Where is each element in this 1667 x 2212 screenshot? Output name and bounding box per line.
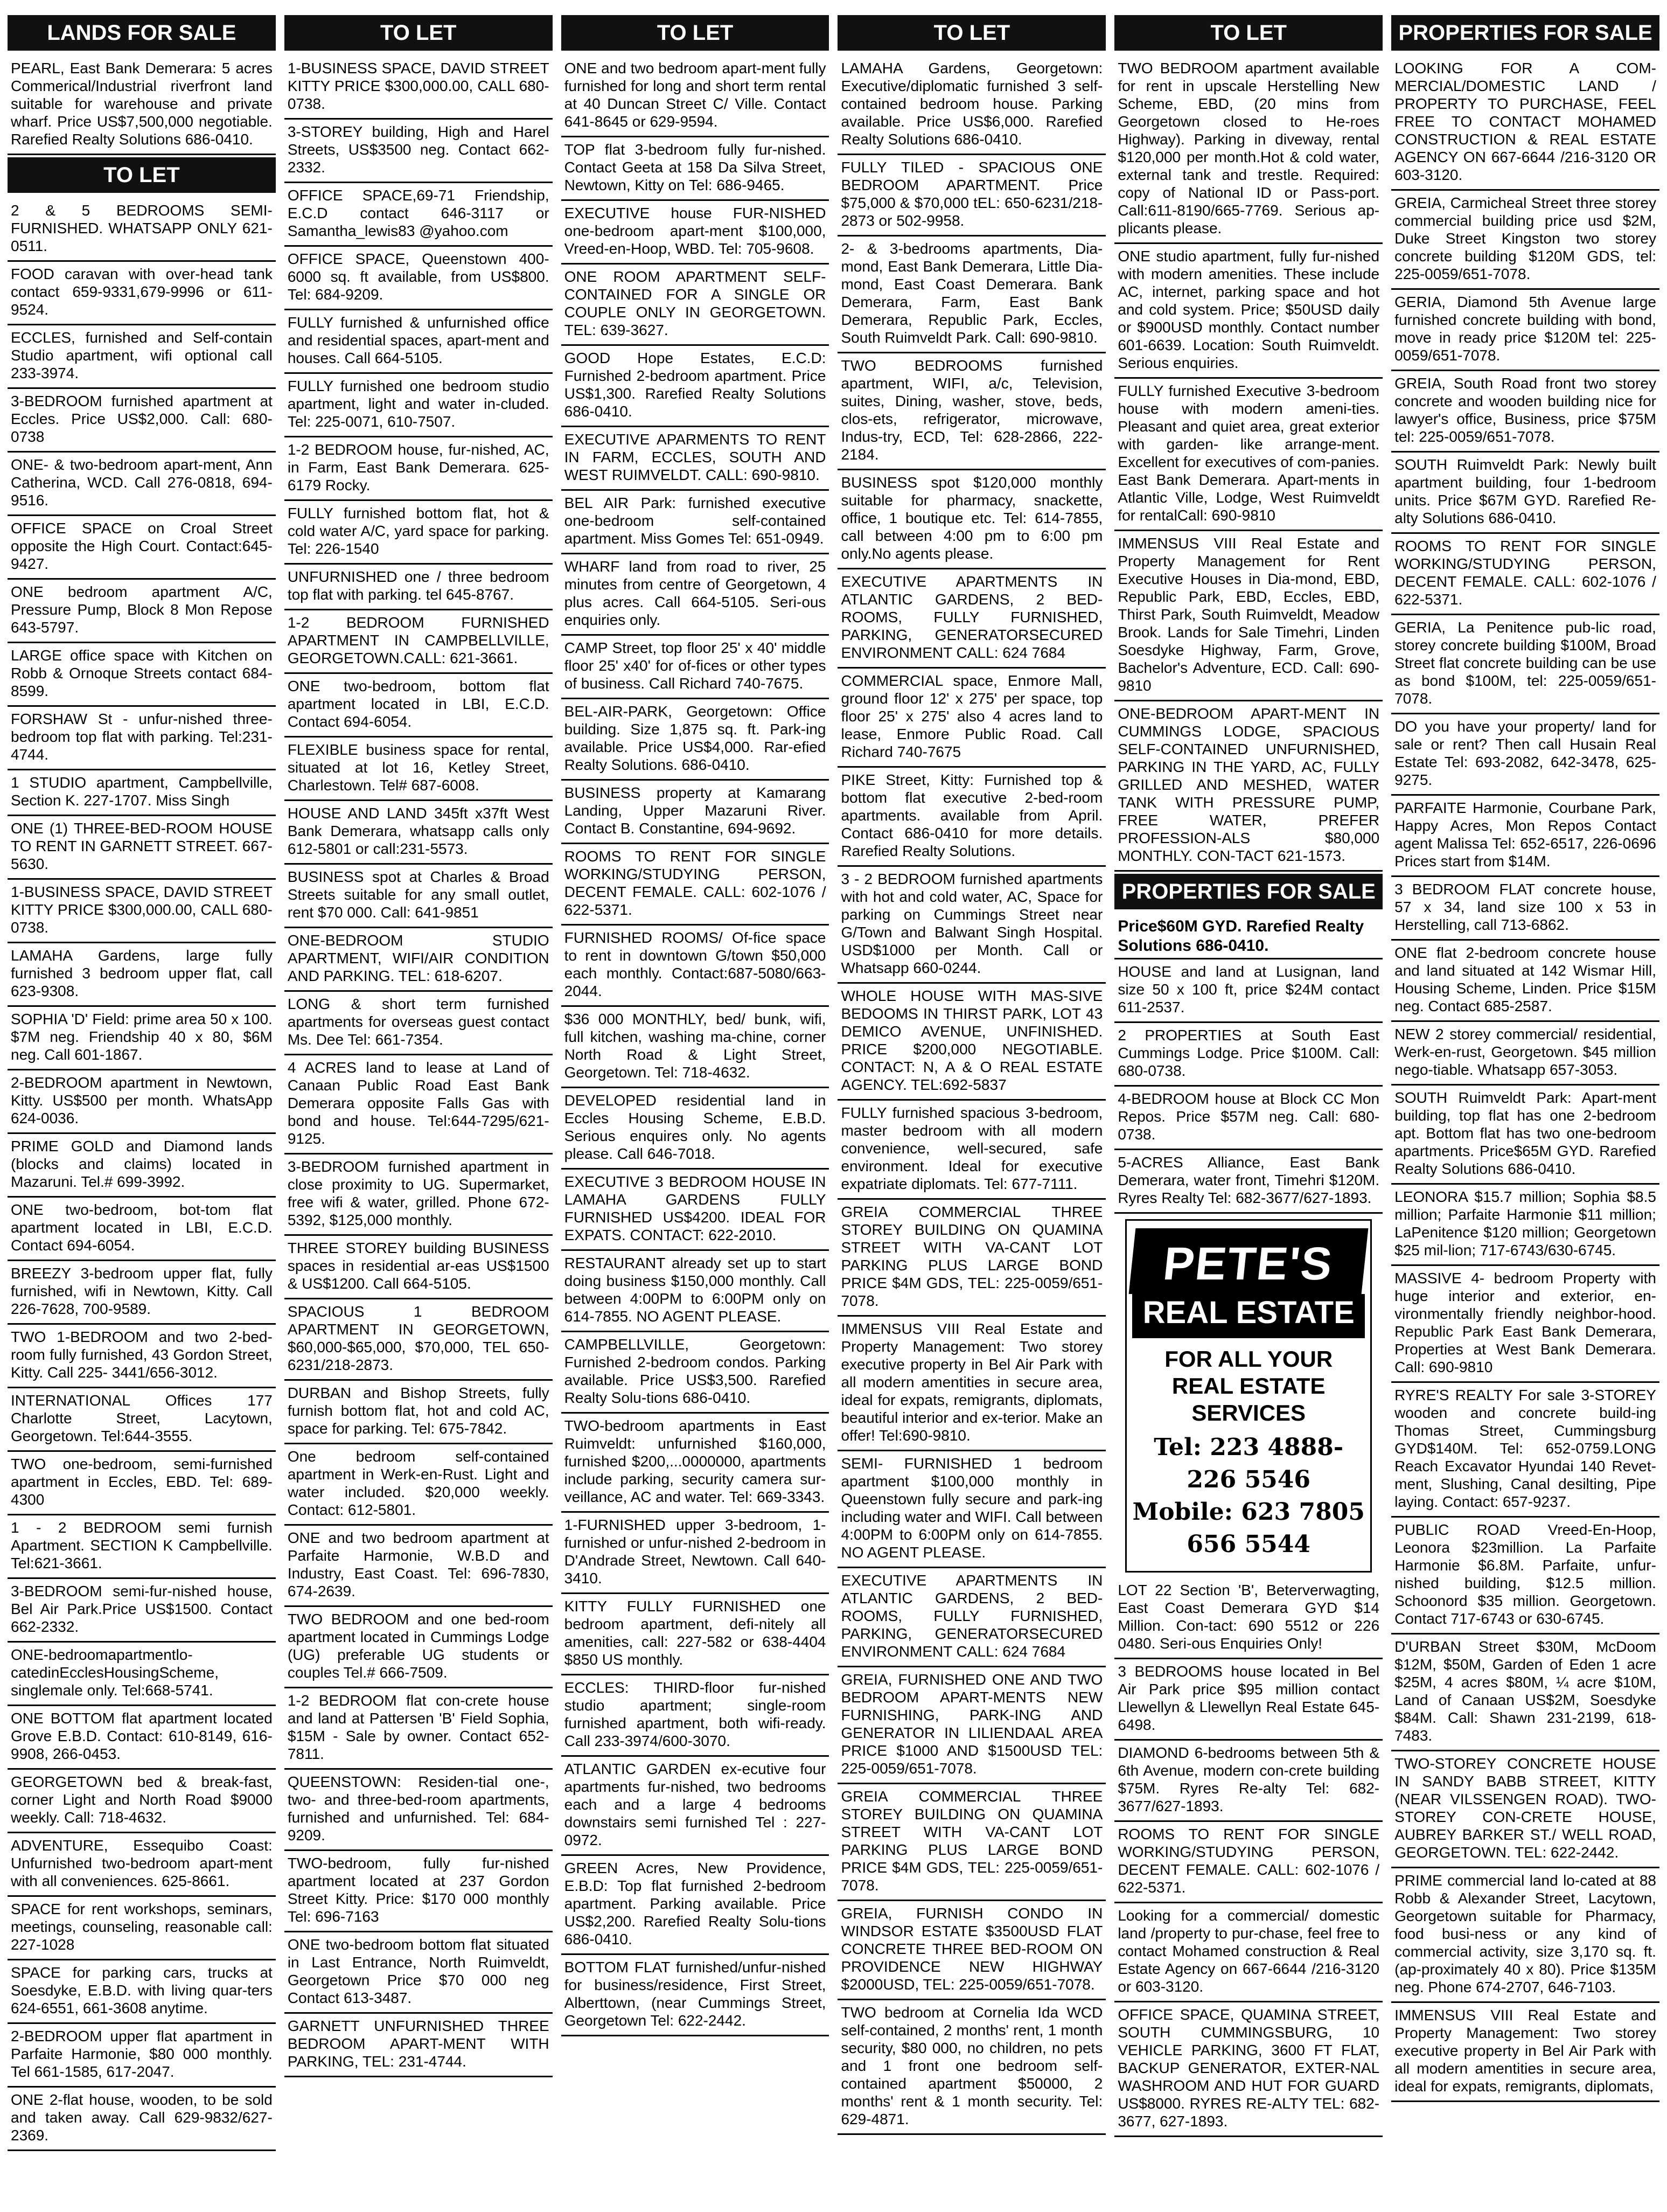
classified-ad: ONE and two bedroom apartment at Parfaite Harmonie, W.B.D and Industry, East Coast. Tel: 696-7830, 674-2639. [284,1526,553,1607]
classified-ad: BUSINESS property at Kamarang Landing, Upper Mazaruni River. Contact B. Constantine, 694-9692. [561,781,829,844]
classified-ad: 3-BEDROOM furnished apartment in close proximity to UG. Supermarket, free wifi & water, grilled. Phone 672-5392, $125,000 monthly. [284,1154,553,1236]
classified-ad: ONE two-bedroom, bot-tom flat apartment located in LBI, E.C.D. Contact 694-6054. [8,1198,276,1261]
section-intro: Price$60M GYD. Rarefied Realty Solutions 686-0410. [1114,915,1383,959]
classified-ad: SOUTH Ruimveldt Park: Apart-ment building, top flat has one 2-bedroom apt. Bottom flat has two one-bedroom apartments. Price$65M GYD. Rarefied Realty Solutions 686-0410. [1391,1086,1659,1185]
classified-ad: SOPHIA 'D' Field: prime area 50 x 100. $7M neg. Friendship 40 x 80, $6M neg. Call 601-1867. [8,1007,276,1070]
classified-ad: 1 - 2 BEDROOM semi furnish Apartment. SECTION K Campbellville. Tel:621-3661. [8,1515,276,1579]
classified-ad: FOOD caravan with over-head tank contact 659-9331,679-9996 or 611-9524. [8,262,276,325]
classified-ad: ONE bedroom apartment A/C, Pressure Pump, Block 8 Mon Repose 643-5797. [8,580,276,643]
classified-ad: EXECUTIVE 3 BEDROOM HOUSE IN LAMAHA GARDENS FULLY FURNISHED US$4200. IDEAL FOR EXPATS. CONTACT: 622-2010. [561,1170,829,1251]
classified-ad: PUBLIC ROAD Vreed-En-Hoop, Leonora $23million. La Parfaite Harmonie $6.8M. Parfaite, unfur-nished building, $12.5 million. Schoonord $35 million. Georgetown. Contact 717-6743 or 630-6745. [1391,1518,1659,1634]
classified-ad: ONE BOTTOM flat apartment located Grove E.B.D. Contact: 610-8149, 616-9908, 266-0453. [8,1706,276,1770]
classified-ad: 1-BUSINESS SPACE, DAVID STREET KITTY PRICE $300,000.00, CALL 680-0738. [8,880,276,943]
petes-real-estate-ad [1125,1219,1372,1573]
column-5 [1114,13,1383,2212]
classified-ad: TWO bedroom at Cornelia Ida WCD self-contained, 2 months' rent, 1 month security, $80 000, no children, no pets and 1 front one bedroom self-contained apartment $50000, 2 months' rent & 1 month security. Tel: 629-4871. [838,2000,1106,2135]
classified-ad: GEORGETOWN bed & break-fast, corner Light and North Road $9000 weekly. Call: 718-4632. [8,1770,276,1833]
classified-ad: 1-FURNISHED upper 3-bedroom, 1-furnished or unfur-nished 2-bedroom in D'Andrade Street, Newtown. Call 640-3410. [561,1513,829,1594]
column-1 [8,13,276,2212]
classified-ad: 2 & 5 BEDROOMS SEMI-FURNISHED. WHATSAPP ONLY 621-0511. [8,198,276,262]
classified-ad: GREEN Acres, New Providence, E.B.D: Top flat furnished 2-bedroom apartment. Parking available. Price US$2,200. Rarefied Realty Solu-tions 686-0410. [561,1856,829,1955]
classified-ad: LOOKING FOR A COM-MERCIAL/DOMESTIC LAND / PROPERTY TO PURCHASE, FEEL FREE TO CONTACT MOHAMED CONSTRUCTION & REAL ESTATE AGENCY ON 667-6644 /216-3120 OR 603-3120. [1391,56,1659,191]
classified-ad: IMMENSUS VIII Real Estate and Property Management for Rent Executive Houses in Dia-mond, EBD, Republic Park, EBD, Eccles, EBD, Thirst Park, South Ruimveldt, Meadow Brook. Lands for Sale Timehri, Linden Soesdyke Highway, Farm, Grove, Bachelor's Adventure, ECD. Call: 690-9810 [1114,531,1383,701]
classified-ad: ONE two-bedroom, bottom flat apartment located in LBI, E.C.D. Contact 694-6054. [284,674,553,738]
classified-ad: 3 BEDROOMS house located in Bel Air Park price $95 million contact Llewellyn & Llewellyn Real Estate 645-6498. [1114,1659,1383,1741]
classified-ad: SPACE for rent workshops, seminars, meetings, counseling, reasonable call: 227-1028 [8,1897,276,1960]
classified-ad: IMMENSUS VIII Real Estate and Property Management: Two storey executive property in Bel Air Park with all modern amentities in secure area, ideal for expats, remigrants, diplomats, beautiful interior and ex-terior. Make an offer! Tel:690-9810. [838,1317,1106,1451]
classified-ad: 1-2 BEDROOM house, fur-nished, AC, in Farm, East Bank Demerara. 625-6179 Rocky. [284,437,553,501]
ad-list [1114,959,1383,1214]
classified-ad: ROOMS TO RENT FOR SINGLE WORKING/STUDYING PERSON, DECENT FEMALE. CALL: 602-1076 / 622-5371. [561,844,829,926]
classified-ad: IMMENSUS VIII Real Estate and Property Management: Two storey executive property in Bel Air Park with all modern amentities in secure area, ideal for expats, remigrants, diplomats, [1391,2003,1659,2102]
classified-ad: 2- & 3-bedrooms apartments, Dia-mond, East Bank Demerara, Little Dia-mond, East Coast Demerara. Bank Demerara, Farm, East Bank Demerara, Republic Park, Eccles, South Ruimveldt Park. Call: 690-9810. [838,236,1106,353]
classified-ad: OFFICE SPACE,69-71 Friendship, E.C.D contact 646-3117 or Samantha_lewis83 @yahoo.com [284,183,553,247]
petes-logo-subtitle: REAL ESTATE [1132,1294,1365,1338]
classified-ad: 2 PROPERTIES at South East Cummings Lodge. Price $100M. Call: 680-0738. [1114,1023,1383,1087]
classified-ad: ONE studio apartment, fully fur-nished with modern amenities. These include AC, internet, parking space and hot and cold system. Price; $50USD daily or $900USD monthly. Contact number 601-6639. Location: South Ruimveldt. Serious enquiries. [1114,244,1383,379]
classified-ad: ONE-bedroomapartmentlo-catedinEcclesHousingScheme, singlemale only. Tel:668-5741. [8,1643,276,1706]
classified-ad: GREIA, FURNISH CONDO IN WINDSOR ESTATE $3500USD FLAT CONCRETE THREE BED-ROOM ON PROVIDENCE NEW HIGHWAY $2000USD, TEL: 225-0059/651-7078. [838,1901,1106,2000]
classified-ad: 3 - 2 BEDROOM furnished apartments with hot and cold water, AC, Space for parking on Cummings Street near G/Town and Balwant Singh Hospital. USD$1000 per Month. Call or Whatsapp 660-0244. [838,867,1106,984]
classified-ad: DURBAN and Bishop Streets, fully furnish bottom flat, hot and cold AC, space for parking. Tel: 675-7842. [284,1381,553,1444]
classified-ad: GREIA, FURNISHED ONE AND TWO BEDROOM APART-MENTS NEW FURNISHING, PARK-ING AND GENERATOR IN LILIENDAAL AREA PRICE $1000 AND $1500USD TEL: 225-0059/651-7078. [838,1667,1106,1784]
ad-list [8,198,276,2151]
classified-ad: OFFICE SPACE, Queenstown 400-6000 sq. ft available, from US$800. Tel: 684-9209. [284,247,553,310]
classified-ad: 2-BEDROOM upper flat apartment in Parfaite Harmonie, $80 000 monthly. Tel 661-1585, 617-2047. [8,2024,276,2088]
classified-ad: TWO-bedroom, fully fur-nished apartment located at 237 Gordon Street Kitty. Price: $170 000 monthly Tel: 696-7163 [284,1851,553,1932]
classified-ad: OFFICE SPACE, QUAMINA STREET, SOUTH CUMMINGSBURG, 10 VEHICLE PARKING, 3600 FT FLAT, BACKUP GENERATOR, EXTER-NAL WASHROOM AND HUT FOR GUARD US$8000. RYRES RE-ALTY TEL: 682-3677, 627-1893. [1114,2002,1383,2137]
classified-ad: ROOMS TO RENT FOR SINGLE WORKING/STUDYING PERSON, DECENT FEMALE. CALL: 602-1076 / 622-5371. [1114,1822,1383,1903]
classified-ad: ONE and two bedroom apart-ment fully furnished for long and short term rental at 40 Duncan Street C/ Ville. Contact 641-8645 or 629-9594. [561,56,829,137]
classified-ad: EXECUTIVE APARTMENTS IN ATLANTIC GARDENS, 2 BED-ROOMS, FULLY FURNISHED, PARKING, GENERATORSECURED ENVIRONMENT CALL: 624 7684 [838,569,1106,669]
classified-ad: FULLY furnished bottom flat, hot & cold water A/C, yard space for parking. Tel: 226-1540 [284,501,553,565]
classified-ad: PEARL, East Bank Demerara: 5 acres Commerical/Industrial riverfront land suitable for warehouse and private wharf. Price US$7,500,000 negotiable. Rarefied Realty Solutions 686-0410. [8,56,276,155]
classified-ad: DEVELOPED residential land in Eccles Housing Scheme, E.B.D. Serious enquires only. No agents please. Call 646-7018. [561,1088,829,1170]
classified-ad: UNFURNISHED one / three bedroom top flat with parking. tel 645-8767. [284,565,553,610]
classified-ad: FLEXIBLE business space for rental, situated at lot 16, Ketley Street, Charlestown. Tel# 687-6008. [284,738,553,801]
classified-ad: MASSIVE 4- bedroom Property with huge interior and exterior, en-vironmentally friendly neighbor-hood. Republic Park East Bank Demerara, Properties at West Bank Demerara. Call: 690-9810 [1391,1266,1659,1383]
classified-ad: INTERNATIONAL Offices 177 Charlotte Street, Lacytown, Georgetown. Tel:644-3555. [8,1388,276,1452]
classified-ad: HOUSE AND LAND 345ft x37ft West Bank Demerara, whatsapp calls only 612-5801 or call:231-5573. [284,801,553,865]
classified-ad: ONE two-bedroom bottom flat situated in Last Entrance, North Ruimveldt, Georgetown Price $70 000 neg Contact 613-3487. [284,1932,553,2014]
classified-ad: D'URBAN Street $30M, McDoom $12M, $50M, Garden of Eden 1 acre $25M, 4 acres $80M, ¼ acre $10M, Land of Canaan US$2M, Soesdyke $84M. Call: Shawn 231-2199, 618-7483. [1391,1634,1659,1751]
petes-mobile-2: 656 5544 [1187,1531,1311,1558]
classified-ad: TWO BEDROOMS furnished apartment, WIFI, a/c, Television, suites, Dining, washer, stove, beds, clos-ets, refrigerator, microwave, Indus-try, ECD, Tel: 628-2866, 222-2184. [838,353,1106,470]
classified-ad: DO you have your property/ land for sale or rent? Then call Husain Real Estate Tel: 693-2082, 642-3478, 625-9275. [1391,714,1659,796]
classified-ad: 4 ACRES land to lease at Land of Canaan Public Road East Bank Demerara opposite Falls Gas with bond and house. Tel:644-7295/621-9125. [284,1055,553,1154]
classified-ad: TOP flat 3-bedroom fully fur-nished. Contact Geeta at 158 Da Silva Street, Newtown, Kitty on Tel: 686-9465. [561,137,829,201]
classified-ad: ONE-BEDROOM APART-MENT IN CUMMINGS LODGE, SPACIOUS SELF-CONTAINED UNFURNISHED, PARKING IN THE YARD, AC, FULLY GRILLED AND MESHED, WATER TANK WITH PRESSURE PUMP, FREE WATER, PREFER PROFESSION-ALS $80,000 MONTHLY. CON-TACT 621-1573. [1114,701,1383,872]
classified-ad: FULLY TILED - SPACIOUS ONE BEDROOM APARTMENT. Price $75,000 & $70,000 tEL: 650-6231/218-2873 or 502-9958. [838,155,1106,236]
classified-ad: 3-STOREY building, High and Harel Streets, US$3500 neg. Contact 662-2332. [284,120,553,183]
classified-ad: ECCLES: THIRD-floor fur-nished studio apartment; single-room furnished apartment, both wifi-ready. Call 233-3974/600-3070. [561,1675,829,1757]
classified-ad: NEW 2 storey commercial/ residential, Werk-en-rust, Georgetown. $45 million nego-tiable. Whatsapp 657-3053. [1391,1022,1659,1086]
classified-ad: ONE 2-flat house, wooden, to be sold and taken away. Call 629-9832/627-2369. [8,2088,276,2151]
classified-ad: 3-BEDROOM furnished apartment at Eccles. Price US$2,000. Call: 680-0738 [8,389,276,453]
classified-ad: FULLY furnished one bedroom studio apartment, light and water in-cluded. Tel: 225-0071, 610-7507. [284,374,553,437]
classified-ad: SEMI- FURNISHED 1 bedroom apartment $100,000 monthly in Queenstown fully secure and park-ing including water and WIFI. Call between 4:00PM to 6:00PM only on 614-7855. NO AGENT PLEASE. [838,1451,1106,1568]
petes-phone-block [1132,1432,1365,1560]
classified-ad: HOUSE and land at Lusignan, land size 50 x 100 ft, price $24M contact 611-2537. [1114,959,1383,1023]
classified-ad: FULLY furnished & unfurnished office and residential spaces, apart-ment and houses. Call 664-5105. [284,310,553,374]
classified-ad: 4-BEDROOM house at Block CC Mon Repos. Price $57M neg. Call: 680-0738. [1114,1087,1383,1150]
classified-ad: TWO BEDROOM and one bed-room apartment located in Cummings Lodge (UG) preferable UG students or couples Tel.# 666-7509. [284,1607,553,1688]
classified-ad: EXECUTIVE house FUR-NISHED one-bedroom apart-ment $100,000, Vreed-en-Hoop, WBD. Tel: 705-9608. [561,201,829,265]
classified-ad: LAMAHA Gardens, Georgetown: Executive/diplomatic furnished 3 self-contained bedroom house. Parking available. Price US$6,000. Rarefied Realty Solutions 686-0410. [838,56,1106,155]
classified-ad: FULLY furnished Executive 3-bedroom house with modern ameni-ties. Pleasant and quiet area, great exterior with garden- like arrange-ment. Excellent for executives of com-panies. East Bank Demerara. Apart-ments in Atlantic Ville, Lodge, West Ruimveldt for rentalCall: 690-9810 [1114,379,1383,531]
classified-ad: LONG & short term furnished apartments for overseas guest contact Ms. Dee Tel: 661-7354. [284,992,553,1055]
classified-ad: 1 STUDIO apartment, Campbellville, Section K. 227-1707. Miss Singh [8,770,276,816]
classified-ad: RYRE'S REALTY For sale 3-STOREY wooden and concrete build-ing Thomas Street, Cummingsburg GYD$140M. Tel: 652-0759.LONG Reach Excavator Hyundai 140 Revet-ment, Slushing, Canal desilting, Pipe laying. Contact: 657-9237. [1391,1383,1659,1518]
section-heading: LANDS FOR SALE [8,15,276,51]
classified-ad: WHARF land from road to river, 25 minutes from centre of Georgetown, 4 plus acres. Call 664-5105. Seri-ous enquiries only. [561,554,829,636]
classified-ad: ONE-BEDROOM STUDIO APARTMENT, WIFI/AIR CONDITION AND PARKING. TEL: 618-6207. [284,928,553,992]
column-3 [561,13,829,2212]
classified-ad: DIAMOND 6-bedrooms between 5th & 6th Avenue, modern con-crete building $75M. Ryres Re-alty Tel: 682-3677/627-1893. [1114,1741,1383,1822]
classified-ad: OFFICE SPACE on Croal Street opposite the High Court. Contact:645-9427. [8,516,276,580]
classified-ad: COMMERCIAL space, Enmore Mall, ground floor 12' x 275' per space, top floor 25' x 275' also 4 acres land to lease, Enmore Public Road. Call Richard 740-7675 [838,669,1106,768]
classified-ad: BUSINESS spot at Charles & Broad Streets suitable for any small outlet, rent $70 000. Call: 641-9851 [284,865,553,928]
ad-list [284,56,553,2077]
petes-tagline: FOR ALL YOUR REAL ESTATE SERVICES [1164,1346,1333,1425]
classified-ad: 1-2 BEDROOM flat con-crete house and land at Pattersen 'B' Field Sophia, $15M - Sale by owner. Contact 652-7811. [284,1688,553,1770]
classified-ad: 5-ACRES Alliance, East Bank Demerara, water front, Timehri $120M. Ryres Realty Tel: 682-3677/627-1893. [1114,1150,1383,1214]
classified-ad: BEL-AIR-PARK, Georgetown: Office building. Size 1,875 sq. ft. Park-ing available. Price US$4,000. Rar-efied Realty Solutions. 686-0410. [561,699,829,781]
ad-list [1114,1578,1383,2137]
classified-ad: WHOLE HOUSE WITH MAS-SIVE BEDOOMS IN THIRST PARK, LOT 43 DEMICO AVENUE, UNFINISHED. PRICE $200,000 NEGOTIABLE. CONTACT: N, A & O REAL ESTATE AGENCY. TEL:692-5837 [838,984,1106,1101]
column-4 [838,13,1106,2212]
classified-ad: $36 000 MONTHLY, bed/ bunk, wifi, full kitchen, washing ma-chine, corner North Road & Light Street, Georgetown. Tel: 718-4632. [561,1007,829,1088]
classified-ad: EXECUTIVE APARTMENTS IN ATLANTIC GARDENS, 2 BED-ROOMS, FULLY FURNISHED, PARKING, GENERATORSECURED ENVIRONMENT CALL: 624 7684 [838,1568,1106,1667]
classified-ad: One bedroom self-contained apartment in Werk-en-Rust. Light and water included. $20,000 weekly. Contact: 612-5801. [284,1444,553,1526]
section-heading: TO LET [838,15,1106,51]
section-heading: TO LET [284,15,553,51]
classified-ad: THREE STOREY building BUSINESS spaces in residential ar-eas US$1500 & US$1200. Call 664-5105. [284,1236,553,1299]
classified-ad: ONE ROOM APARTMENT SELF-CONTAINED FOR A SINGLE OR COUPLE ONLY IN GEORGETOWN. TEL: 639-3627. [561,265,829,346]
classified-ad: SPACIOUS 1 BEDROOM APARTMENT IN GEORGETOWN, $60,000-$65,000, $70,000, TEL 650-6231/218-2873. [284,1299,553,1381]
classified-ad: Looking for a commercial/ domestic land /property to pur-chase, feel free to contact Mohamed construction & Real Estate Agency on 667-6644 /216-3120 or 603-3120. [1114,1903,1383,2002]
ad-list [1391,56,1659,2102]
classified-ad: ROOMS TO RENT FOR SINGLE WORKING/STUDYING PERSON, DECENT FEMALE. CALL: 602-1076 / 622-5371. [1391,534,1659,615]
classified-ad: ATLANTIC GARDEN ex-ecutive four apartments fur-nished, two bedrooms each and a large 4 bedrooms downstairs semi furnished Tel : 227-0972. [561,1757,829,1856]
classified-ad: PARFAITE Harmonie, Courbane Park, Happy Acres, Mon Repos Contact agent Malissa Tel: 652-6517, 226-0696 Prices start from $14M. [1391,796,1659,877]
classified-ad: LARGE office space with Kitchen on Robb & Ornoque Streets contact 684-8599. [8,643,276,707]
petes-tel-2: 226 5546 [1187,1466,1311,1493]
classified-ad: SPACE for parking cars, trucks at Soesdyke, E.B.D. with living quar-ters 624-6551, 661-3608 anytime. [8,1960,276,2024]
classified-ad: ONE- & two-bedroom apart-ment, Ann Catherina, WCD. Call 276-0818, 694-9516. [8,453,276,516]
ad-list [561,56,829,2036]
classified-ad: GREIA COMMERCIAL THREE STOREY BUILDING ON QUAMINA STREET WITH VA-CANT LOT PARKING PLUS LARGE BOND PRICE $4M GDS, TEL: 225-0059/651-7078. [838,1200,1106,1317]
classified-ad: CAMP Street, top floor 25' x 40' middle floor 25' x40' for of-fices or other types of business. Call Richard 740-7675. [561,636,829,699]
classified-ad: ONE flat 2-bedroom concrete house and land situated at 142 Wismar Hill, Housing Scheme, Linden. Price $15M neg. Contact 685-2587. [1391,941,1659,1022]
classified-ad: 3 BEDROOM FLAT concrete house, 57 x 34, land size 100 x 53 in Herstelling, call 713-6862. [1391,877,1659,941]
column-2 [284,13,553,2212]
section-heading: TO LET [561,15,829,51]
classified-ad: FULLY furnished spacious 3-bedroom, master bedroom with all modern convenience, well-secured, safe environment. Ideal for executive expatriate diplomats. Tel: 677-7111. [838,1101,1106,1200]
classified-ad: CAMPBELLVILLE, Georgetown: Furnished 2-bedroom condos. Parking available. Price US$3,500. Rarefied Realty Solu-tions 686-0410. [561,1332,829,1414]
petes-mobile: Mobile: 623 7805 [1132,1498,1365,1526]
classified-ad: LAMAHA Gardens, large fully furnished 3 bedroom upper flat, call 623-9308. [8,943,276,1007]
classified-ad: LEONORA $15.7 million; Sophia $8.5 million; Parfaite Harmonie $11 million; LaPenitence $120 million; Georgetown $25 mil-lion; 717-6743/630-6745. [1391,1185,1659,1266]
classified-ad: BEL AIR Park: furnished executive one-bedroom self-contained apartment. Miss Gomes Tel: 651-0949. [561,491,829,554]
classified-ad: PIKE Street, Kitty: Furnished top & bottom flat executive 2-bed-room apartments. available from April. Contact 686-0410 for more details. Rarefied Realty Solutions. [838,768,1106,867]
classified-ad: FURNISHED ROOMS/ Of-fice space to rent in downtown G/town $50,000 each monthly. Contact:687-5080/663-2044. [561,926,829,1007]
classified-ad: BREEZY 3-bedroom upper flat, fully furnished, wifi in Newtown, Kitty. Call 226-7628, 700-9589. [8,1261,276,1325]
classified-ad: BUSINESS spot $120,000 monthly suitable for pharmacy, snackette, office, 1 boutique etc. Tel: 614-7855, call between 4:00 pm to 6:00 pm only.No agents please. [838,470,1106,569]
column-6 [1391,13,1659,2212]
petes-tel: Tel: 223 4888- [1154,1434,1344,1461]
section-heading: PROPERTIES FOR SALE [1391,15,1659,51]
classified-ad: PRIME commercial land lo-cated at 88 Robb & Alexander Street, Lacytown, Georgetown suitable for Pharmacy, food busi-ness or any kind of commercial activity, size 3,170 sq. ft. (ap-proximately 40 x 80). Price $135M neg. Phone 674-2707, 646-7103. [1391,1868,1659,2003]
section-heading: TO LET [1114,15,1383,51]
classified-ad: TWO 1-BEDROOM and two 2-bed-room fully furnished, 43 Gordon Street, Kitty. Call 225- 3441/656-3012. [8,1325,276,1388]
classified-ad: SOUTH Ruimveldt Park: Newly built apartment building, four 1-bedroom units. Price $67M GYD. Rarefied Re-alty Solutions 686-0410. [1391,453,1659,534]
classified-ad: 1-BUSINESS SPACE, DAVID STREET KITTY PRICE $300,000.00, CALL 680-0738. [284,56,553,120]
classified-ad: QUEENSTOWN: Residen-tial one-, two- and three-bed-room apartments, furnished and unfurnished. Tel: 684-9209. [284,1770,553,1851]
classified-ad: EXECUTIVE APARMENTS TO RENT IN FARM, ECCLES, SOUTH AND WEST RUIMVELDT. CALL: 690-9810. [561,427,829,491]
classified-ad: GERIA, Diamond 5th Avenue large furnished concrete building with bond, move in ready price $120M tel: 225-0059/651-7078. [1391,290,1659,371]
classified-ad: 3-BEDROOM semi-fur-nished house, Bel Air Park.Price US$1500. Contact 662-2332. [8,1579,276,1643]
classified-ad: ADVENTURE, Essequibo Coast: Unfurnished two-bedroom apart-ment with all conveniences. 625-8661. [8,1833,276,1897]
ad-list [1114,56,1383,872]
classified-ad: GOOD Hope Estates, E.C.D: Furnished 2-bedroom apartment. Price US$1,300. Rarefied Realty Solutions 686-0410. [561,346,829,427]
section-heading: TO LET [8,157,276,193]
classified-ad: TWO one-bedroom, semi-furnished apartment in Eccles, EBD. Tel: 689-4300 [8,1452,276,1515]
classified-ad: TWO-bedroom apartments in East Ruimveldt: unfurnished $160,000, furnished $200,...0000000, apartments include parking, security camera sur-veillance, AC and water. Tel: 669-3343. [561,1414,829,1513]
classified-ad: GREIA, Carmicheal Street three storey commercial building price usd $2M, Duke Street Kingston two storey concrete building $120M GDS, tel: 225-0059/651-7078. [1391,191,1659,290]
classified-ad: PRIME GOLD and Diamond lands (blocks and claims) located in Mazaruni. Tel.# 699-3992. [8,1134,276,1198]
classified-ad: TWO-STOREY CONCRETE HOUSE IN SANDY BABB STREET, KITTY (NEAR VILSSENGEN ROAD). TWO-STOREY CON-CRETE HOUSE, AUBREY BARKER ST./ WELL ROAD, GEORGETOWN. TEL: 622-2442. [1391,1751,1659,1868]
classified-ad: FORSHAW St - unfur-nished three-bedroom top flat with parking. Tel:231-4744. [8,707,276,770]
classified-ad: 2-BEDROOM apartment in Newtown, Kitty. US$500 per month. WhatsApp 624-0036. [8,1070,276,1134]
petes-logo: PETE'S [1129,1228,1369,1294]
classified-ad: ECCLES, furnished and Self-contain Studio apartment, wifi optional call 233-3974. [8,325,276,389]
classified-ad: TWO BEDROOM apartment available for rent in upscale Herstelling New Scheme, EBD, (20 mins from Georgetown closed to He-roes Highway). Parking in diveway, rental $120,000 per month.Hot & cold water, external tank and trestle. Required: copy of National ID or Pass-port. Call:611-8190/665-7769. Serious ap-plicants please. [1114,56,1383,244]
classified-ad: BOTTOM FLAT furnished/unfur-nished for business/residence, First Street, Alberttown, (near Cummings Street, Georgetown Tel: 622-2442. [561,1955,829,2036]
classified-ad: GREIA, South Road front two storey concrete and wooden building nice for lawyer's office, Business, price $75M tel: 225-0059/651-7078. [1391,371,1659,453]
classified-ad: ONE (1) THREE-BED-ROOM HOUSE TO RENT IN GARNETT STREET. 667-5630. [8,816,276,880]
classified-ad: KITTY FULLY FURNISHED one bedroom apartment, defi-nitely all amenities, call: 227-582 or 638-4404 $850 US monthly. [561,1594,829,1675]
classified-ad: GREIA COMMERCIAL THREE STOREY BUILDING ON QUAMINA STREET WITH VA-CANT LOT PARKING PLUS LARGE BOND PRICE $4M GDS, TEL: 225-0059/651-7078. [838,1784,1106,1901]
classified-ad: GERIA, La Penitence pub-lic road, storey concrete building $100M, Broad Street flat concrete building can be use as bond $100M, tel: 225-0059/651-7078. [1391,615,1659,714]
classified-ad: RESTAURANT already set up to start doing business $150,000 monthly. Call between 4:00PM to 6:00PM only on 614-7855. NO AGENT PLEASE. [561,1251,829,1332]
classified-ad: GARNETT UNFURNISHED THREE BEDROOM APART-MENT WITH PARKING, TEL: 231-4744. [284,2014,553,2077]
section-heading: PROPERTIES FOR SALE [1114,874,1383,909]
ad-list [838,56,1106,2135]
classified-ad: 1-2 BEDROOM FURNISHED APARTMENT IN CAMPBELLVILLE, GEORGETOWN.CALL: 621-3661. [284,610,553,674]
classified-ad: LOT 22 Section 'B', Beterverwagting, East Coast Demerara GYD $14 Million. Con-tact: 690 5512 or 226 0480. Seri-ous Enquiries Only! [1114,1578,1383,1659]
